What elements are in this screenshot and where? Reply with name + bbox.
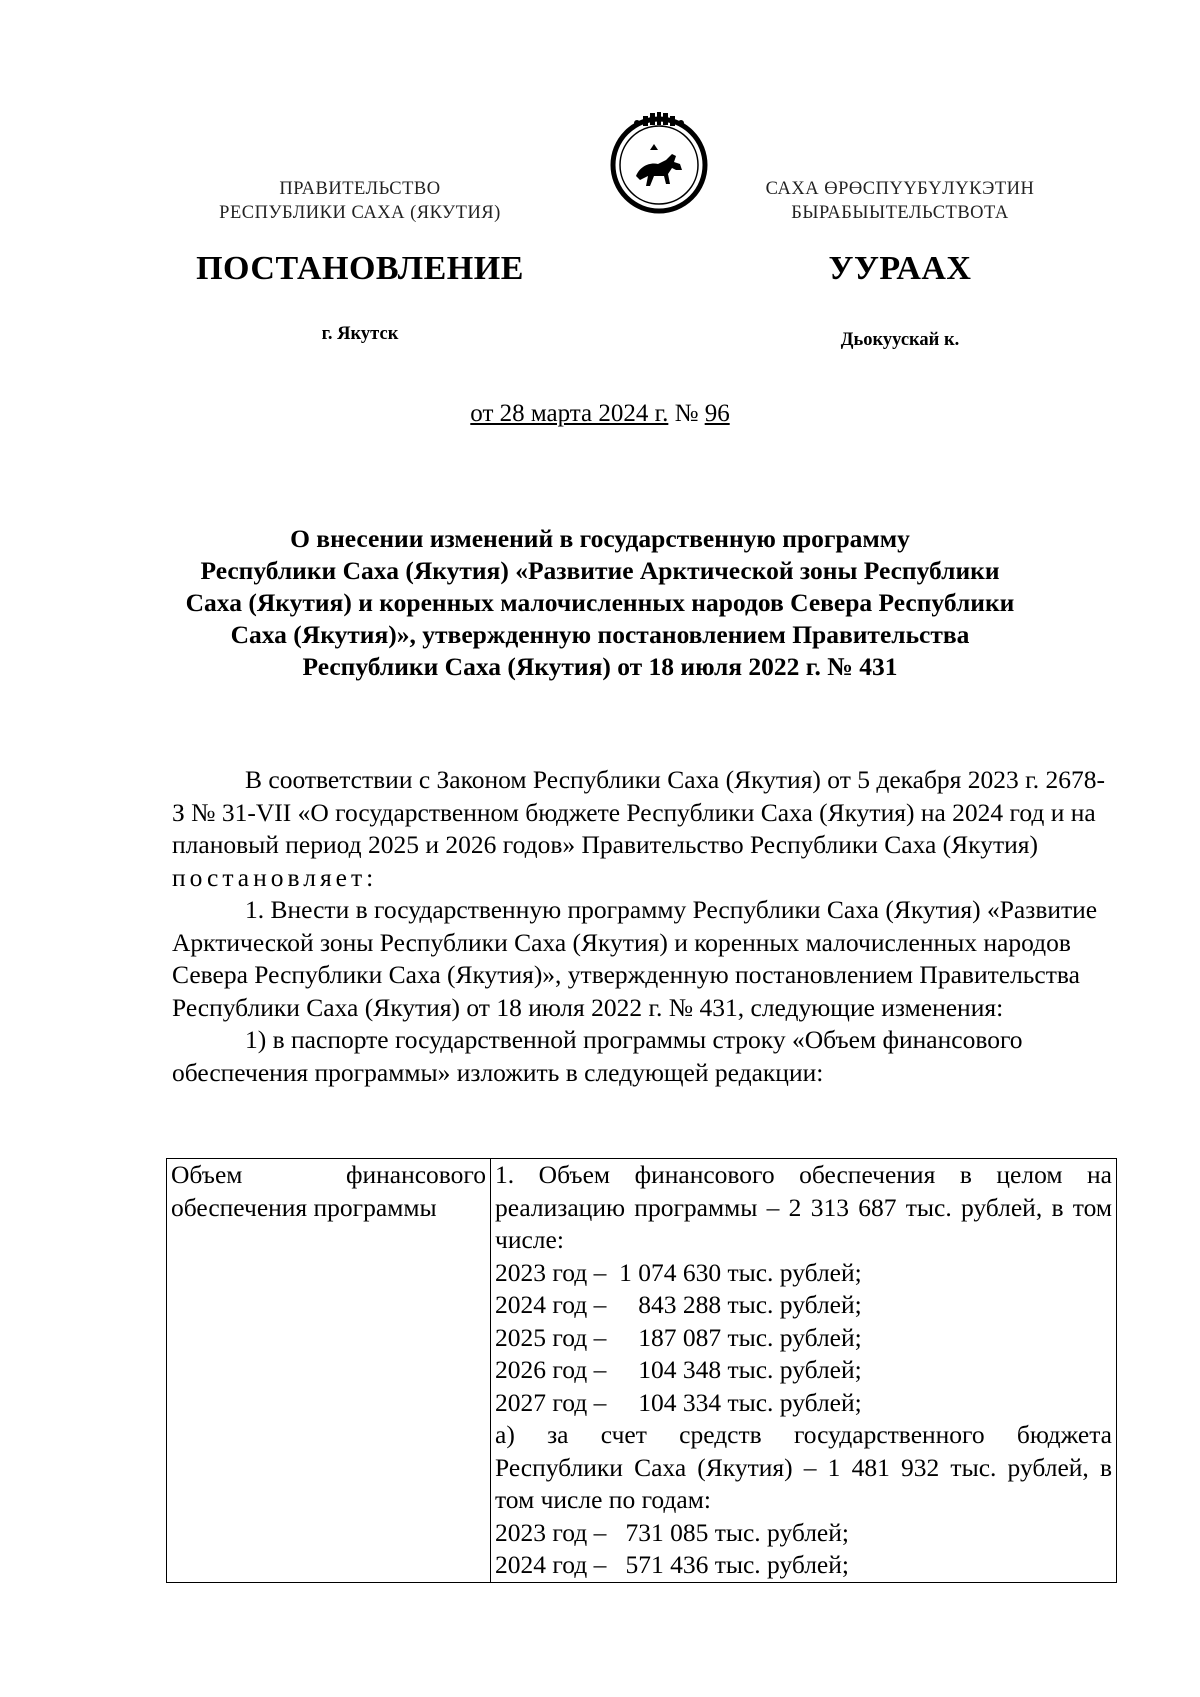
- number-sign: №: [674, 400, 699, 427]
- heading-line: Республики Саха (Якутия) от 18 июля 2022 г. № 431: [302, 652, 898, 681]
- heading-line: Саха (Якутия) и коренных малочисленных народов Севера Республики: [185, 588, 1015, 617]
- table-cell-value: [491, 1159, 1117, 1583]
- year-line: 2026 год – 104 348 тыс. рублей;: [495, 1355, 862, 1384]
- document-type-ru: ПОСТАНОВЛЕНИЕ: [196, 250, 524, 287]
- financing-table: [166, 1158, 1117, 1583]
- year-line: 2023 год – 1 074 630 тыс. рублей;: [495, 1257, 862, 1287]
- label-word: Объем: [171, 1160, 243, 1189]
- year-line: 2027 год – 104 334 тыс. рублей;: [495, 1387, 862, 1417]
- heading-line: Республики Саха (Якутия) «Развитие Арктической зоны Республики: [200, 556, 1000, 585]
- government-name-ru-line1: ПРАВИТЕЛЬСТВО: [279, 179, 441, 199]
- clause-1-paragraph: 1. Внести в государственную программу Республики Саха (Якутия) «Развитие Арктической зоны Республики Саха (Якутия) и коренных малочисленных народов Севера Республики Саха (Якутия)», утвержденную постановлением Правительства Республики Саха (Якутия) от 18 июля 2022 г. № 431, следующие изменения:: [172, 895, 1098, 1022]
- government-name-sakha: [690, 177, 1110, 225]
- label-word: финансового: [345, 1160, 486, 1189]
- government-name-sakha-line2: БЫРАБЫЫТЕЛЬСТВОТА: [791, 203, 1009, 223]
- clause-1-1-paragraph: 1) в паспорте государственной программы строку «Объем финансового обеспечения программы» изложить в следующей редакции:: [172, 1025, 1023, 1087]
- heading-line: О внесении изменений в государственную программу: [290, 524, 910, 553]
- government-name-ru: [150, 177, 570, 225]
- preamble-paragraph: [172, 764, 1116, 894]
- table-cell-label: [167, 1159, 491, 1583]
- document-body: [172, 764, 1116, 1089]
- table-row: [167, 1159, 1117, 1583]
- government-name-ru-line2: РЕСПУБЛИКИ САХА (ЯКУТИЯ): [219, 203, 501, 223]
- year-line: 2024 год – 571 436 тыс. рублей;: [495, 1550, 849, 1579]
- year-line: 2024 год – 843 288 тыс. рублей;: [495, 1290, 862, 1319]
- resolves-word: постановляет:: [172, 862, 378, 892]
- heading-line: Саха (Якутия)», утвержденную постановлением Правительства: [230, 620, 970, 649]
- label-line2: обеспечения программы: [171, 1192, 437, 1222]
- city-ru: г. Якутск: [321, 324, 399, 344]
- government-name-sakha-line1: САХА ӨРӨСПҮҮБҮЛҮКЭТИН: [765, 179, 1035, 199]
- document-heading: [150, 523, 1050, 683]
- year-line: 2025 год – 187 087 тыс. рублей;: [495, 1322, 862, 1352]
- financing-sub-a: а) за счет средств государственного бюджета Республики Саха (Якутия) – 1 481 932 тыс. рублей, в том числе по годам:: [495, 1420, 1112, 1514]
- document-type-sakha: УУРААХ: [828, 250, 972, 287]
- city-sakha: Дьокуускай к.: [840, 330, 960, 350]
- label-line1: [171, 1159, 486, 1192]
- document-date-number: [0, 400, 1200, 428]
- document-number: 96: [704, 400, 730, 427]
- financing-intro: 1. Объем финансового обеспечения в целом на реализацию программы – 2 313 687 тыс. рублей, в том числе:: [495, 1160, 1112, 1254]
- year-line: 2023 год – 731 085 тыс. рублей;: [495, 1517, 849, 1547]
- preamble-text: В соответствии с Законом Республики Саха (Якутия) от 5 декабря 2023 г. 2678-З № 31-VII «О государственном бюджете Республики Саха (Якутия) на 2024 год и на плановый период 2025 и 2026 годов» Правительство Республики Саха (Якутия): [172, 765, 1105, 859]
- document-date: от 28 марта 2024 г.: [470, 400, 669, 427]
